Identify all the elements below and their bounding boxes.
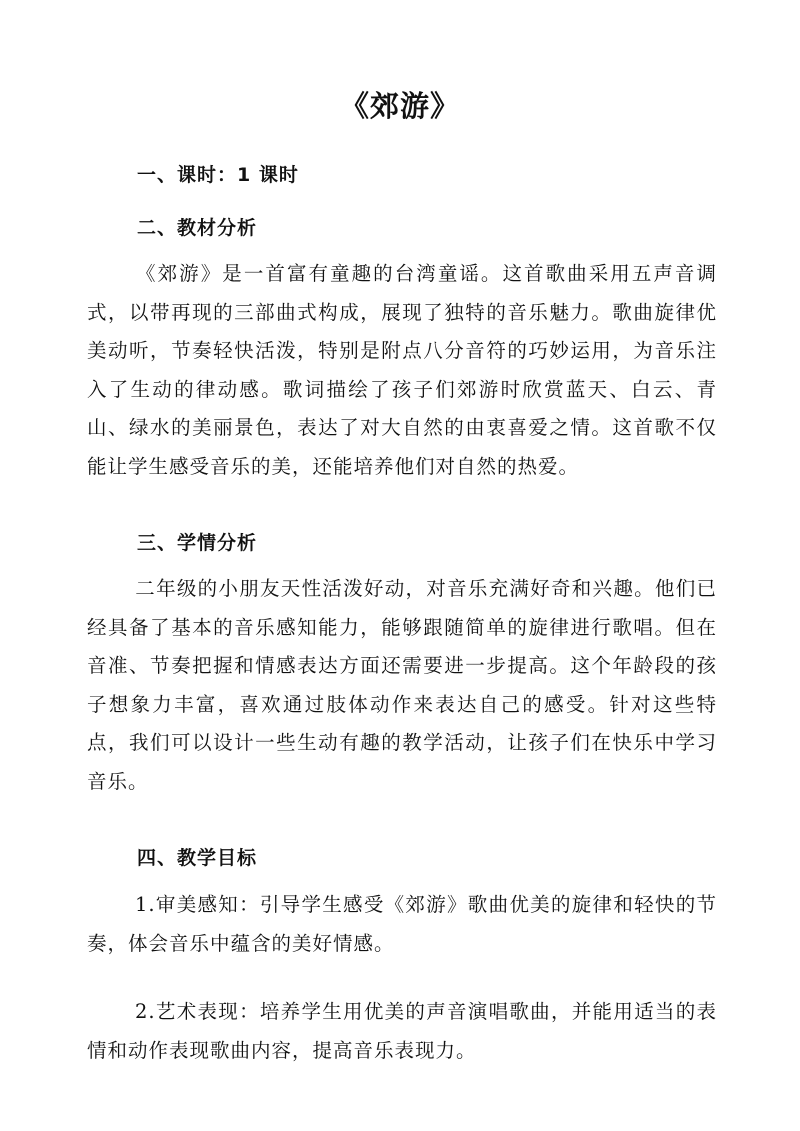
teaching-goal-item: [87, 886, 717, 963]
learner-analysis-paragraph: [87, 570, 717, 801]
teaching-goal-text: 1.审美感知：引导学生感受《郊游》歌曲优美的旋律和轻快的节奏，体会音乐中蕴含的美好情感。: [87, 893, 717, 955]
section-heading-teaching-goals: 四、教学目标: [137, 847, 258, 869]
material-analysis-paragraph: [87, 255, 717, 486]
material-analysis-text: 《郊游》是一首富有童趣的台湾童谣。这首歌曲采用五声音调式，以带再现的三部曲式构成，展现了独特的音乐魅力。歌曲旋律优美动听，节奏轻快活泼，特别是附点八分音符的巧妙运用，为音乐注入了生动的律动感。歌词描绘了孩子们郊游时欣赏蓝天、白云、青山、绿水的美丽景色，表达了对大自然的由衷喜爱之情。这首歌不仅能让学生感受音乐的美，还能培养他们对自然的热爱。: [87, 262, 717, 478]
teaching-goal-item: [87, 993, 717, 1070]
section-heading-class-hours: 一、课时：1 课时: [137, 164, 299, 186]
teaching-goal-text: 2.艺术表现：培养学生用优美的声音演唱歌曲，并能用适当的表情和动作表现歌曲内容，提高音乐表现力。: [87, 1000, 717, 1062]
learner-analysis-text: 二年级的小朋友天性活泼好动，对音乐充满好奇和兴趣。他们已经具备了基本的音乐感知能力，能够跟随简单的旋律进行歌唱。但在音准、节奏把握和情感表达方面还需要进一步提高。这个年龄段的孩子想象力丰富，喜欢通过肢体动作来表达自己的感受。针对这些特点，我们可以设计一些生动有趣的教学活动，让孩子们在快乐中学习音乐。: [87, 577, 717, 793]
document-title: 《郊游》: [339, 89, 460, 123]
section-heading-material-analysis: 二、教材分析: [137, 217, 258, 239]
section-heading-learner-analysis: 三、学情分析: [137, 532, 258, 554]
